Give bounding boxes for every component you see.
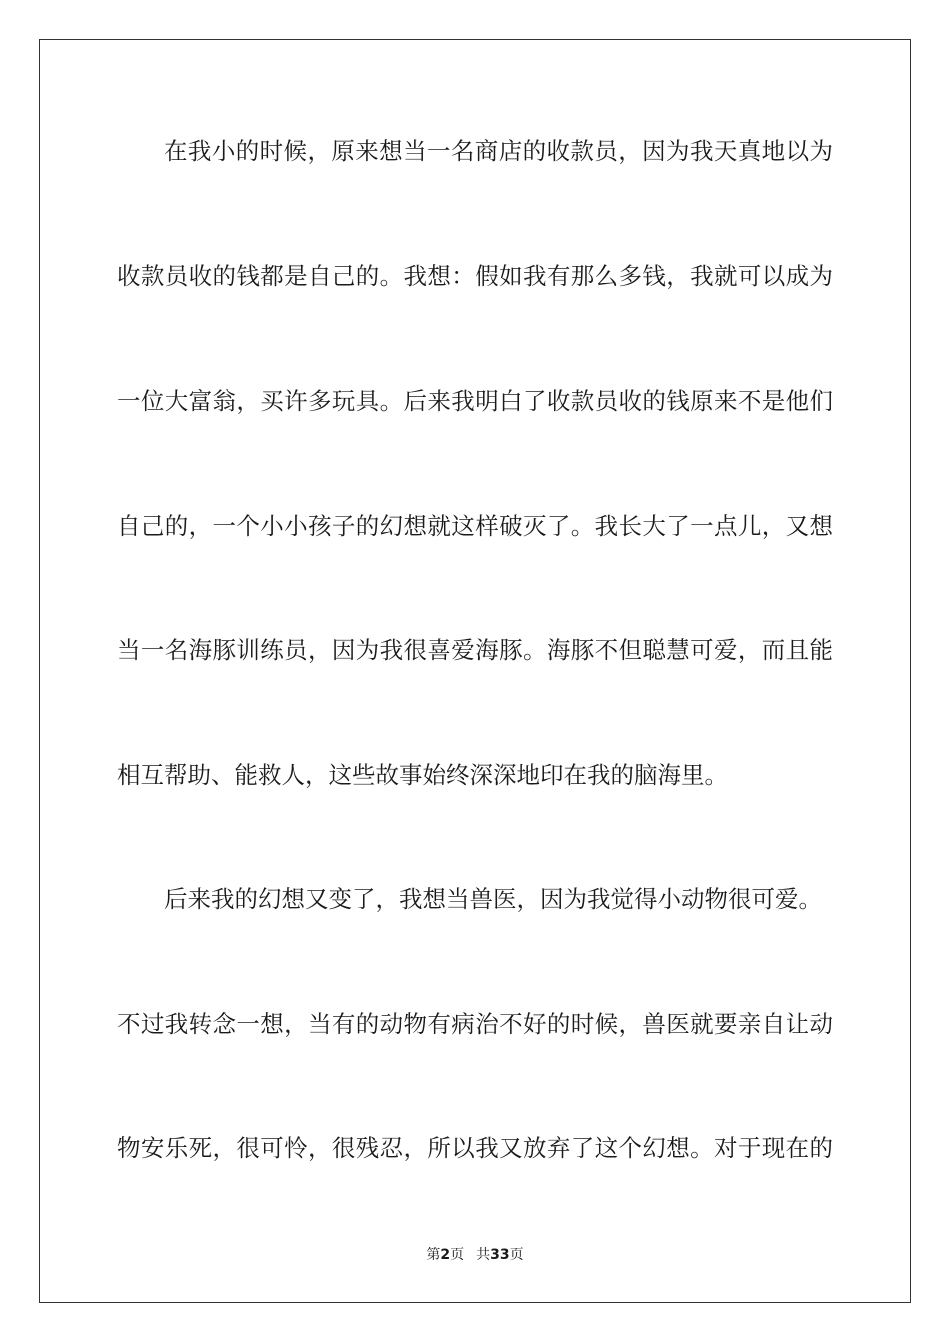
paragraph-line-1: 在我小的时候，原来想当一名商店的收款员，因为我天真地以为: [164, 137, 833, 165]
paragraph-line-8: 不过我转念一想，当有的动物有病治不好的时候，兽医就要亲自让动: [117, 1010, 833, 1038]
paragraph-line-6: 相互帮助、能救人，这些故事始终深深地印在我的脑海里。: [117, 761, 728, 789]
total-suffix: 页: [509, 1247, 524, 1263]
page-suffix: 页: [450, 1247, 465, 1263]
page-footer: [0, 1246, 950, 1264]
total-pages: 33: [490, 1247, 510, 1263]
paragraph-line-3: 一位大富翁，买许多玩具。后来我明白了收款员收的钱原来不是他们: [117, 387, 833, 415]
paragraph-line-4: 自己的，一个小小孩子的幻想就这样破灭了。我长大了一点儿，又想: [117, 512, 833, 540]
paragraph-line-5: 当一名海豚训练员，因为我很喜爱海豚。海豚不但聪慧可爱，而且能: [117, 636, 833, 664]
page-prefix: 第: [426, 1247, 441, 1263]
page-number: 2: [440, 1247, 451, 1263]
page-border: [39, 39, 911, 1303]
paragraph-line-2: 收款员收的钱都是自己的。我想：假如我有那么多钱，我就可以成为: [117, 262, 833, 290]
total-prefix: 共: [476, 1247, 491, 1263]
paragraph-line-9: 物安乐死，很可怜，很残忍，所以我又放弃了这个幻想。对于现在的: [117, 1134, 833, 1162]
paragraph-line-7: 后来我的幻想又变了，我想当兽医，因为我觉得小动物很可爱。: [164, 885, 822, 913]
